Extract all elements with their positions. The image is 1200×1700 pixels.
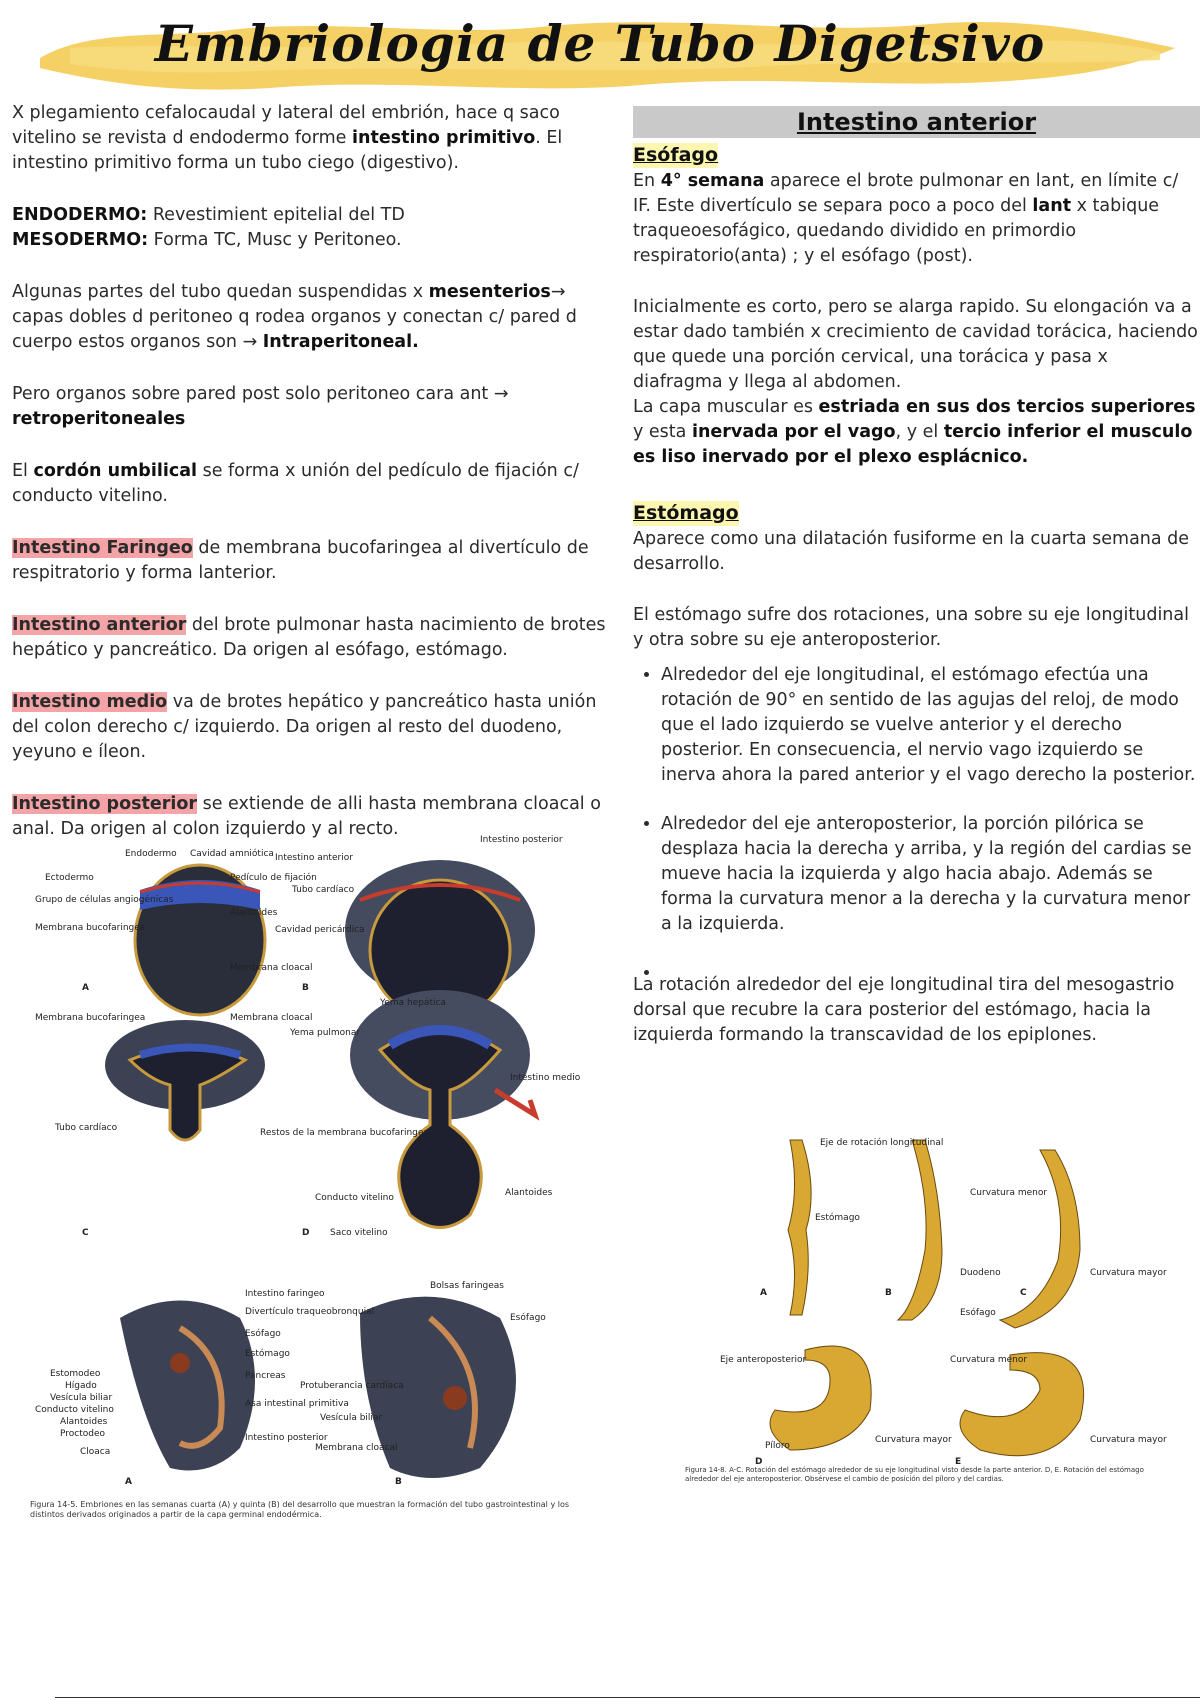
figure-label: C: [1020, 1288, 1027, 1298]
figure-label: Tubo cardíaco: [292, 885, 355, 895]
figure-label: Intestino medio: [510, 1073, 581, 1083]
figure-label: Intestino anterior: [275, 853, 353, 863]
figure-label: Conducto vitelino: [35, 1405, 114, 1415]
figure-caption: Figura 14-8. A-C. Rotación del estómago alrededor de su eje longitudinal visto desde la parte anterior. D, E. Rotación del estómago alrededor del eje anteroposterior. Obsérvese el cambio de posición del píloro y del cardias.: [685, 1466, 1144, 1483]
figure-label: Vesícula biliar: [320, 1413, 383, 1423]
figure-label: Curvatura mayor: [1090, 1268, 1167, 1278]
stomach-rotation-figure: [680, 1130, 1180, 1480]
intro-paragraph: X plegamiento cefalocaudal y lateral del embrión, hace q saco vitelino se revista d endodermo forme intestino primitivo. El intestino primitivo forma un tubo ciego (digestivo).: [12, 103, 563, 173]
intestino-faringeo: Intestino Faringeo de membrana bucofaringea al divertículo de respitratorio y forma lanterior.: [12, 538, 589, 583]
retroperitoneal-paragraph: Pero organos sobre pared post solo peritoneo cara ant → retroperitoneales: [12, 384, 509, 429]
embryo-cross-section-figure: [30, 830, 581, 1255]
figure-label: Saco vitelino: [330, 1228, 388, 1238]
esofago-paragraph-1: En 4° semana aparece el brote pulmonar en lant, en límite c/ IF. Este divertículo se separa poco a poco del lant x tabique traqueoesofágico, quedando dividido en primordio respiratorio(anta) ; y el esófago (post).: [633, 171, 1179, 266]
figure-label: Esófago: [960, 1308, 996, 1318]
figure-label: Curvatura menor: [970, 1188, 1048, 1198]
figure-label: Alantoides: [230, 908, 278, 918]
figure-label: Intestino posterior: [245, 1433, 328, 1443]
figure-label: Asa intestinal primitiva: [245, 1399, 349, 1409]
rotation-list: [633, 663, 1200, 971]
figure-label: Proctodeo: [60, 1429, 106, 1439]
figure-label: C: [82, 1228, 89, 1238]
list-item: [661, 961, 1200, 971]
figure-label: E: [955, 1457, 962, 1467]
figure-label: Curvatura mayor: [875, 1435, 952, 1445]
figure-label: Vesícula biliar: [50, 1393, 113, 1403]
estomago-paragraph-2: El estómago sufre dos rotaciones, una sobre su eje longitudinal y otra sobre su eje anteroposterior.: [633, 605, 1189, 650]
figure-label: Esófago: [245, 1329, 281, 1339]
figure-label: Membrana cloacal: [230, 963, 313, 973]
figure-label: Esófago: [510, 1313, 546, 1323]
figure-label: Alantoides: [60, 1417, 108, 1427]
figure-label: Protuberancia cardíaca: [300, 1381, 404, 1391]
figure-label: Membrana cloacal: [315, 1443, 398, 1453]
mesenterios-paragraph: Algunas partes del tubo quedan suspendidas x mesenterios→ capas dobles d peritoneo q rodea organos y conectan c/ pared d cuerpo estos organos son → Intraperitoneal.: [12, 282, 577, 352]
figure-label: Curvatura menor: [950, 1355, 1028, 1365]
figure-label: Endodermo: [125, 849, 177, 859]
figure-label: Estomodeo: [50, 1369, 101, 1379]
figure-label: Ectodermo: [45, 873, 94, 883]
figure-caption: Figura 14-5. Embriones en las semanas cuarta (A) y quinta (B) del desarrollo que muestran la formación del tubo gastrointestinal y los distintos derivados originados a partir de la capa germinal endodérmica.: [30, 1500, 570, 1519]
page-title: Embriologia de Tubo Digetsivo: [154, 14, 1046, 73]
figure-label: Yema hepática: [380, 998, 446, 1008]
estomago-paragraph-1: Aparece como una dilatación fusiforme en la cuarta semana de desarrollo.: [633, 529, 1190, 574]
esofago-paragraph-2: Inicialmente es corto, pero se alarga rapido. Su elongación va a estar dado también x crecimiento de cavidad torácica, haciendo que quede una porción cervical, una torácica y pasa x diafragma y llega al abdomen. La capa muscular es estriada en sus dos tercios superiores y esta inervada por el vago, y el tercio inferior el musculo es liso inervado por el plexo esplácnico.: [633, 297, 1198, 467]
figure-label: Estómago: [815, 1213, 860, 1223]
estomago-title: Estómago: [633, 502, 739, 524]
figure-label: Intestino faringeo: [245, 1289, 325, 1299]
left-column: [12, 101, 612, 869]
germ-layers: ENDODERMO: Revestimient epitelial del TD MESODERMO: Forma TC, Musc y Peritoneo.: [12, 205, 405, 250]
section-title: Intestino anterior: [633, 106, 1200, 138]
figure-label: Eje de rotación longitudinal: [820, 1138, 944, 1148]
figure-label: Duodeno: [960, 1268, 1001, 1278]
figure-label: Cloaca: [80, 1447, 111, 1457]
figure-label: Restos de la membrana bucofaringea: [260, 1128, 429, 1138]
figure-label: B: [302, 983, 309, 993]
figure-label: Intestino posterior: [480, 835, 563, 845]
figure-label: Píloro: [765, 1441, 790, 1451]
figure-label: Páncreas: [245, 1371, 286, 1381]
esofago-title: Esófago: [633, 144, 719, 166]
figure-label: B: [885, 1288, 892, 1298]
right-column: [633, 106, 1200, 1048]
figure-label: Yema pulmonar: [290, 1028, 361, 1038]
intestino-posterior: Intestino posterior se extiende de alli hasta membrana cloacal o anal. Da origen al colon izquierdo y al recto.: [12, 794, 601, 839]
figure-label: Grupo de células angiogénicas: [35, 895, 174, 905]
figure-label: Curvatura mayor: [1090, 1435, 1167, 1445]
figure-label: A: [760, 1288, 767, 1298]
figure-label: A: [82, 983, 89, 993]
intestino-medio: Intestino medio va de brotes hepático y pancreático hasta unión del colon derecho c/ izquierdo. Da origen al resto del duodeno, yeyuno e íleon.: [12, 692, 597, 762]
figure-label: Pedículo de fijación: [230, 873, 317, 883]
figure-label: B: [395, 1477, 402, 1487]
figure-label: Membrana cloacal: [230, 1013, 313, 1023]
cordon-paragraph: El cordón umbilical se forma x unión del pedículo de fijación c/ conducto vitelino.: [12, 461, 579, 506]
footer-divider: [55, 1697, 1200, 1698]
figure-label: Cavidad pericárdica: [275, 925, 365, 935]
figure-label: Cavidad amniótica: [190, 849, 274, 859]
figure-label: Hígado: [65, 1381, 97, 1391]
figure-label: D: [755, 1457, 763, 1467]
figure-label: Estómago: [245, 1349, 290, 1359]
figure-label: Bolsas faringeas: [430, 1281, 504, 1291]
figure-label: Eje anteroposterior: [720, 1355, 807, 1365]
figure-label: A: [125, 1477, 132, 1487]
figure-label: Alantoides: [505, 1188, 553, 1198]
figure-label: Divertículo traqueobronquial: [245, 1307, 375, 1317]
list-item: • Alrededor del eje longitudinal, el estómago efectúa una rotación de 90° en sentido de las agujas del reloj, de modo que el lado izquierdo se vuelve anterior y el derecho posterior. En consecuencia, el nervio vago izquierdo se inerva ahora la pared anterior y el vago derecho la posterior.: [661, 663, 1200, 788]
figure-label: Tubo cardíaco: [55, 1123, 118, 1133]
figure-label: Membrana bucofaringea: [35, 923, 146, 933]
figure-label: Membrana bucofaringea: [35, 1013, 146, 1023]
list-item: • Alrededor del eje anteroposterior, la porción pilórica se desplaza hacia la derecha y arriba, y la región del cardias se mueve hacia la izquierda y algo hacia abajo. Además se forma la curvatura menor a la derecha y la curvatura menor a la izquierda.: [661, 812, 1200, 937]
estomago-paragraph-3: La rotación alrededor del eje longitudinal tira del mesogastrio dorsal que recubre la cara posterior del estómago, hacia la izquierda formando la transcavidad de los epiplones.: [633, 975, 1175, 1045]
figure-label: D: [302, 1228, 310, 1238]
intestino-anterior: Intestino anterior del brote pulmonar hasta nacimiento de brotes hepático y pancreático. Da origen al esófago, estómago.: [12, 615, 606, 660]
embryo-week4-5-figure: [30, 1278, 570, 1518]
figure-label: Conducto vitelino: [315, 1193, 394, 1203]
